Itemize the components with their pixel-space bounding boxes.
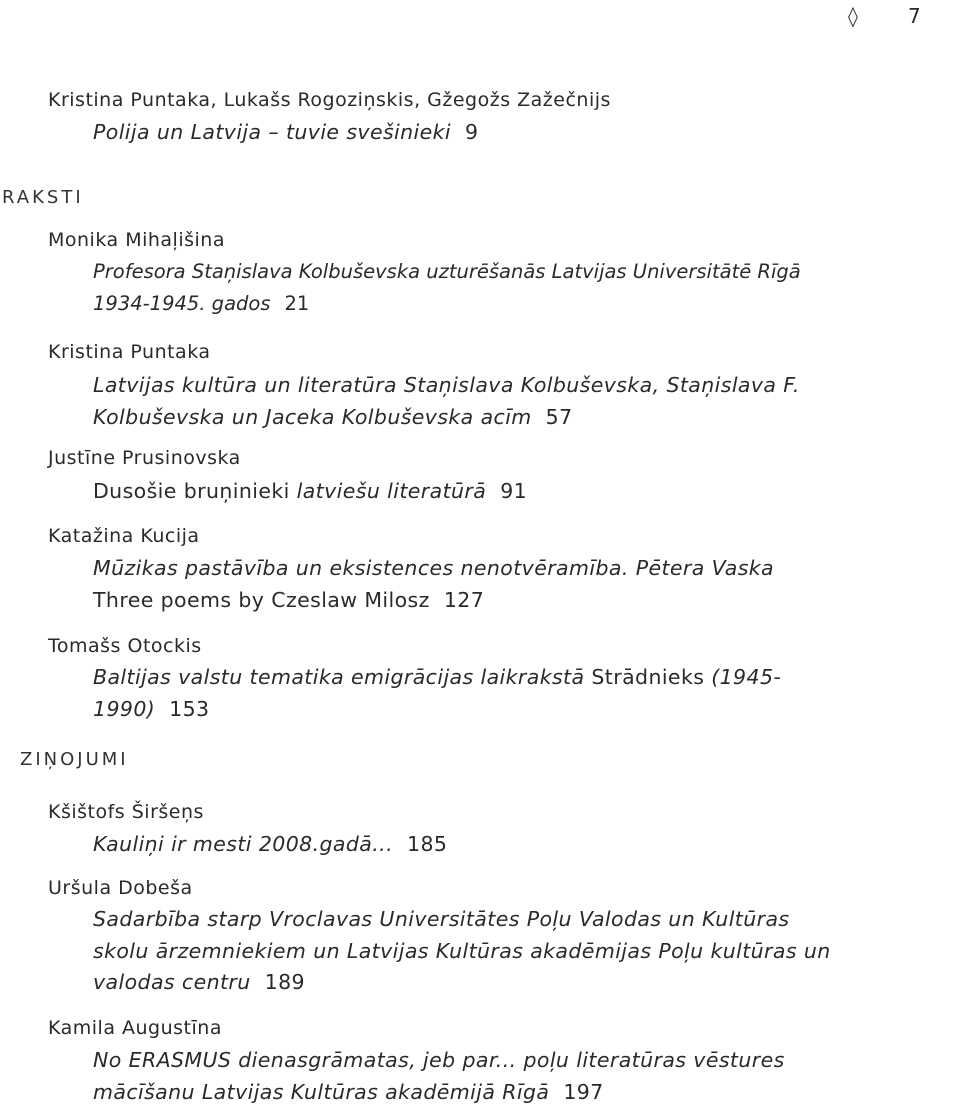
entry-title: Latvijas kultūra un literatūra Staņislava Kolbuševska, Staņislava F. Kolbuševska un Jaceka Kolbuševska acīm 57 <box>93 373 800 429</box>
entry-title: Mūzikas pastāvība un eksistences nenotvēramība. Pētera Vaska Three poems by Czeslaw Milosz 127 <box>93 556 775 612</box>
entry-page: 21 <box>284 291 310 315</box>
entry-title: Profesora Staņislava Kolbuševska uzturēšanās Latvijas Universitātē Rīgā 1934-1945. gados 21 <box>93 260 801 315</box>
entry-page: 153 <box>169 696 210 721</box>
page-header <box>840 2 960 30</box>
section-heading-raksti: RAKSTI <box>2 187 84 208</box>
entry-author: Kamila Augustīna <box>48 1017 222 1039</box>
entry-author: Justīne Prusinovska <box>48 447 241 469</box>
section-heading-zinojumi: ZIŅOJUMI <box>20 749 129 770</box>
entry-page: 185 <box>407 832 448 856</box>
entry-page: 189 <box>264 970 305 994</box>
entry-author: Kristina Puntaka, Lukašs Rogoziņskis, Gžegožs Zažečnijs <box>48 89 611 111</box>
entry-author: Uršula Dobeša <box>48 877 193 899</box>
entry-author: Kristina Puntaka <box>48 341 211 363</box>
entry-author: Katažina Kucija <box>48 525 200 547</box>
entry-page: 127 <box>443 587 485 612</box>
entry-page: 197 <box>563 1079 604 1104</box>
entry-title: Sadarbība starp Vroclavas Universitātes Poļu Valodas un Kultūras skolu ārzemniekiem un Latvijas Kultūras akadēmijas Poļu kultūras un valodas centru 189 <box>93 907 831 994</box>
entry-title: Dusošie bruņinieki latviešu literatūrā 91 <box>93 479 528 503</box>
entry-page: 91 <box>500 479 528 503</box>
page-number: 7 <box>908 4 921 28</box>
entry-author: Kšištofs Širšeņs <box>48 801 204 823</box>
entry-author: Monika Mihaļišina <box>48 229 225 251</box>
entry-title: No ERASMUS dienasgrāmatas, jeb par... poļu literatūras vēstures mācīšanu Latvijas Kultūras akadēmijā Rīgā 197 <box>93 1048 785 1104</box>
entry-page: 57 <box>545 404 573 429</box>
entry-title: Baltijas valstu tematika emigrācijas laikrakstā Strādnieks (1945-1990) 153 <box>93 665 782 721</box>
diamond-icon: ◊ <box>848 4 858 28</box>
entry-title: Kauliņi ir mesti 2008.gadā... 185 <box>93 832 448 856</box>
entry-author: Tomašs Otockis <box>48 635 202 657</box>
entry-title: Polija un Latvija – tuvie svešinieki 9 <box>93 120 479 144</box>
entry-page: 9 <box>465 120 479 144</box>
